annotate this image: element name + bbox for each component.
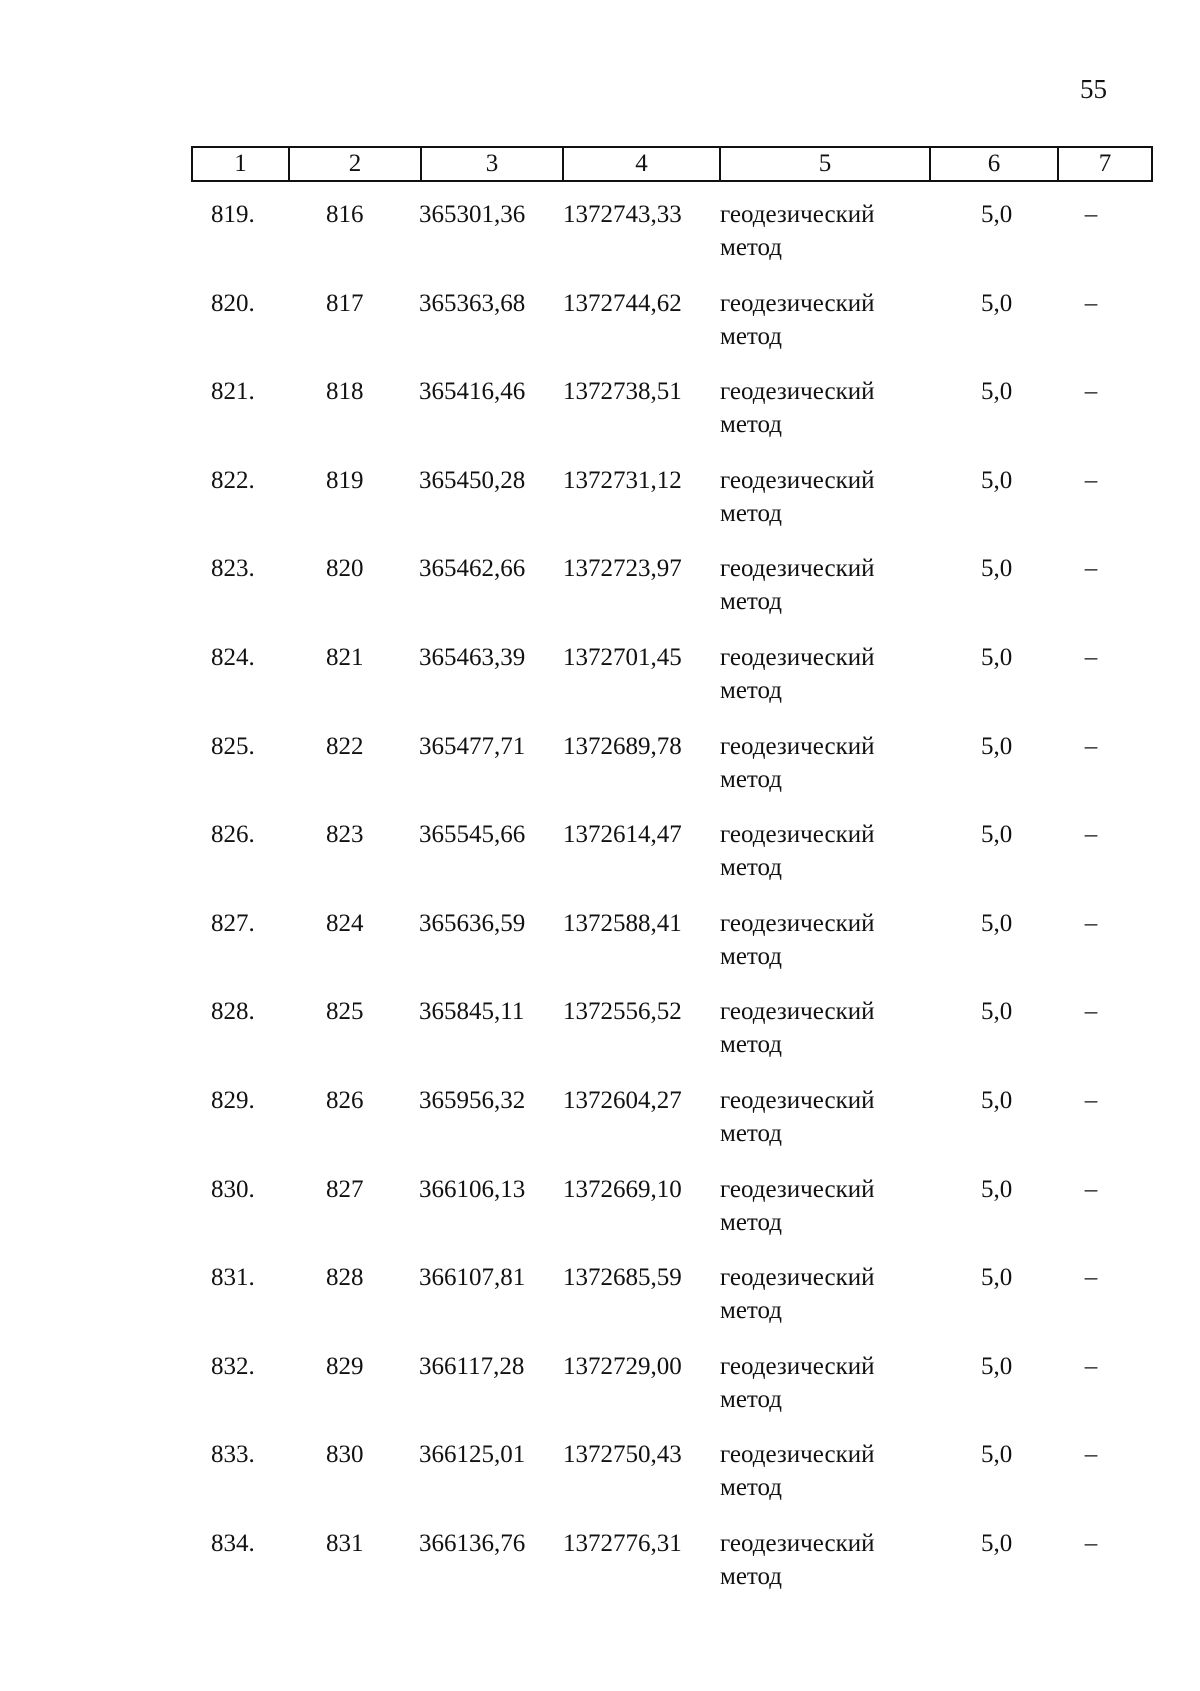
- accuracy-cell: 5,0: [981, 1175, 1013, 1203]
- coordinate-y-cell: 1372614,47: [563, 821, 682, 849]
- coordinate-x-cell: 365416,46: [419, 378, 526, 406]
- note-cell: –: [1084, 378, 1098, 406]
- coordinate-y-cell: 1372750,43: [563, 1441, 682, 1469]
- method-cell: геодезический метод: [720, 1264, 875, 1325]
- table-row: [191, 1527, 1137, 1616]
- coordinate-y-cell: 1372689,78: [563, 732, 682, 760]
- accuracy-cell: 5,0: [981, 1529, 1013, 1557]
- point-number-cell: 824: [326, 909, 364, 937]
- header-cell-5: 5: [720, 147, 930, 181]
- coordinate-y-cell: 1372604,27: [563, 1086, 682, 1114]
- table-row: [191, 287, 1137, 376]
- page-number: 55: [1080, 74, 1107, 104]
- table-row: [191, 375, 1137, 464]
- point-number-cell: 829: [326, 1352, 364, 1380]
- coordinate-x-cell: 365450,28: [419, 466, 526, 494]
- table-body: [191, 198, 1137, 1616]
- coordinate-x-cell: 365363,68: [419, 289, 526, 317]
- note-cell: –: [1084, 466, 1098, 494]
- point-number-cell: 819: [326, 466, 364, 494]
- table-row: [191, 730, 1137, 819]
- table-row: [191, 641, 1137, 730]
- coordinate-x-cell: 365845,11: [419, 998, 525, 1026]
- coordinate-y-cell: 1372556,52: [563, 998, 682, 1026]
- point-number-cell: 823: [326, 821, 364, 849]
- point-number-cell: 820: [326, 555, 364, 583]
- point-number-cell: 817: [326, 289, 364, 317]
- point-number-cell: 825: [326, 998, 364, 1026]
- row-number-cell: 828.: [211, 998, 255, 1026]
- note-cell: –: [1084, 1264, 1098, 1292]
- accuracy-cell: 5,0: [981, 466, 1013, 494]
- table-row: [191, 464, 1137, 553]
- row-number-cell: 823.: [211, 555, 255, 583]
- table-row: [191, 1173, 1137, 1262]
- coordinate-y-cell: 1372588,41: [563, 909, 682, 937]
- accuracy-cell: 5,0: [981, 1264, 1013, 1292]
- note-cell: –: [1084, 289, 1098, 317]
- coordinate-x-cell: 366106,13: [419, 1175, 526, 1203]
- accuracy-cell: 5,0: [981, 289, 1013, 317]
- table-row: [191, 1350, 1137, 1439]
- accuracy-cell: 5,0: [981, 643, 1013, 671]
- header-cell-7: 7: [1058, 147, 1152, 181]
- header-cell-6: 6: [930, 147, 1058, 181]
- accuracy-cell: 5,0: [981, 555, 1013, 583]
- accuracy-cell: 5,0: [981, 1086, 1013, 1114]
- coordinate-y-cell: 1372743,33: [563, 201, 682, 228]
- table-row: [191, 1438, 1137, 1527]
- method-cell: геодезический метод: [720, 1175, 875, 1236]
- row-number-cell: 827.: [211, 909, 255, 937]
- note-cell: –: [1084, 1441, 1098, 1469]
- accuracy-cell: 5,0: [981, 378, 1013, 406]
- note-cell: –: [1084, 555, 1098, 583]
- coordinate-x-cell: 365463,39: [419, 643, 526, 671]
- note-cell: –: [1084, 732, 1098, 760]
- coordinate-y-cell: 1372744,62: [563, 289, 682, 317]
- point-number-cell: 822: [326, 732, 364, 760]
- row-number-cell: 821.: [211, 378, 255, 406]
- coordinate-x-cell: 365462,66: [419, 555, 526, 583]
- row-number-cell: 822.: [211, 466, 255, 494]
- table-row: [191, 907, 1137, 996]
- point-number-cell: 821: [326, 643, 364, 671]
- coordinate-y-cell: 1372729,00: [563, 1352, 682, 1380]
- table-row: [191, 995, 1137, 1084]
- row-number-cell: 832.: [211, 1352, 255, 1380]
- method-cell: геодезический метод: [720, 289, 875, 350]
- coordinate-x-cell: 366117,28: [419, 1352, 525, 1380]
- table-row: [191, 552, 1137, 641]
- header-cell-1: 1: [192, 147, 289, 181]
- accuracy-cell: 5,0: [981, 201, 1013, 228]
- table-row: [191, 1084, 1137, 1173]
- method-cell: геодезический метод: [720, 821, 875, 882]
- note-cell: –: [1084, 643, 1098, 671]
- header-cell-3: 3: [421, 147, 563, 181]
- row-number-cell: 830.: [211, 1175, 255, 1203]
- table-row: [191, 1261, 1137, 1350]
- coordinate-y-cell: 1372723,97: [563, 555, 682, 583]
- method-cell: геодезический метод: [720, 201, 875, 261]
- header-cell-2: 2: [289, 147, 421, 181]
- row-number-cell: 826.: [211, 821, 255, 849]
- accuracy-cell: 5,0: [981, 1352, 1013, 1380]
- row-number-cell: 833.: [211, 1441, 255, 1469]
- method-cell: геодезический метод: [720, 643, 875, 704]
- coordinate-y-cell: 1372701,45: [563, 643, 682, 671]
- coordinate-x-cell: 365545,66: [419, 821, 526, 849]
- coordinate-x-cell: 366136,76: [419, 1529, 526, 1557]
- coordinate-x-cell: 365301,36: [419, 201, 526, 228]
- point-number-cell: 830: [326, 1441, 364, 1469]
- note-cell: –: [1084, 998, 1098, 1026]
- method-cell: геодезический метод: [720, 909, 875, 970]
- row-number-cell: 825.: [211, 732, 255, 760]
- note-cell: –: [1084, 201, 1098, 228]
- row-number-cell: 831.: [211, 1264, 255, 1292]
- point-number-cell: 818: [326, 378, 364, 406]
- method-cell: геодезический метод: [720, 1352, 875, 1413]
- point-number-cell: 826: [326, 1086, 364, 1114]
- point-number-cell: 828: [326, 1264, 364, 1292]
- method-cell: геодезический метод: [720, 466, 875, 527]
- point-number-cell: 816: [326, 201, 364, 228]
- note-cell: –: [1084, 1175, 1098, 1203]
- method-cell: геодезический метод: [720, 555, 875, 616]
- accuracy-cell: 5,0: [981, 1441, 1013, 1469]
- method-cell: геодезический метод: [720, 1086, 875, 1147]
- note-cell: –: [1084, 1529, 1098, 1557]
- header-row: [192, 147, 1152, 181]
- accuracy-cell: 5,0: [981, 732, 1013, 760]
- table-row: [191, 818, 1137, 907]
- table-row: [191, 198, 1137, 287]
- coordinate-y-cell: 1372669,10: [563, 1175, 682, 1203]
- row-number-cell: 820.: [211, 289, 255, 317]
- row-number-cell: 829.: [211, 1086, 255, 1114]
- row-number-cell: 824.: [211, 643, 255, 671]
- table-header: [191, 146, 1153, 182]
- method-cell: геодезический метод: [720, 1441, 875, 1502]
- note-cell: –: [1084, 909, 1098, 937]
- point-number-cell: 831: [326, 1529, 364, 1557]
- coordinate-x-cell: 365956,32: [419, 1086, 526, 1114]
- row-number-cell: 819.: [211, 201, 255, 228]
- coordinate-y-cell: 1372731,12: [563, 466, 682, 494]
- coordinate-x-cell: 365477,71: [419, 732, 526, 760]
- accuracy-cell: 5,0: [981, 909, 1013, 937]
- coordinate-y-cell: 1372685,59: [563, 1264, 682, 1292]
- point-number-cell: 827: [326, 1175, 364, 1203]
- note-cell: –: [1084, 1086, 1098, 1114]
- accuracy-cell: 5,0: [981, 998, 1013, 1026]
- header-cell-4: 4: [563, 147, 720, 181]
- method-cell: геодезический метод: [720, 732, 875, 793]
- method-cell: геодезический метод: [720, 998, 875, 1059]
- coordinate-y-cell: 1372738,51: [563, 378, 682, 406]
- coordinate-x-cell: 366125,01: [419, 1441, 526, 1469]
- coordinate-x-cell: 365636,59: [419, 909, 526, 937]
- note-cell: –: [1084, 1352, 1098, 1380]
- coordinate-y-cell: 1372776,31: [563, 1529, 682, 1557]
- row-number-cell: 834.: [211, 1529, 255, 1557]
- coordinate-x-cell: 366107,81: [419, 1264, 526, 1292]
- accuracy-cell: 5,0: [981, 821, 1013, 849]
- method-cell: геодезический метод: [720, 378, 875, 439]
- note-cell: –: [1084, 821, 1098, 849]
- method-cell: геодезический метод: [720, 1529, 875, 1590]
